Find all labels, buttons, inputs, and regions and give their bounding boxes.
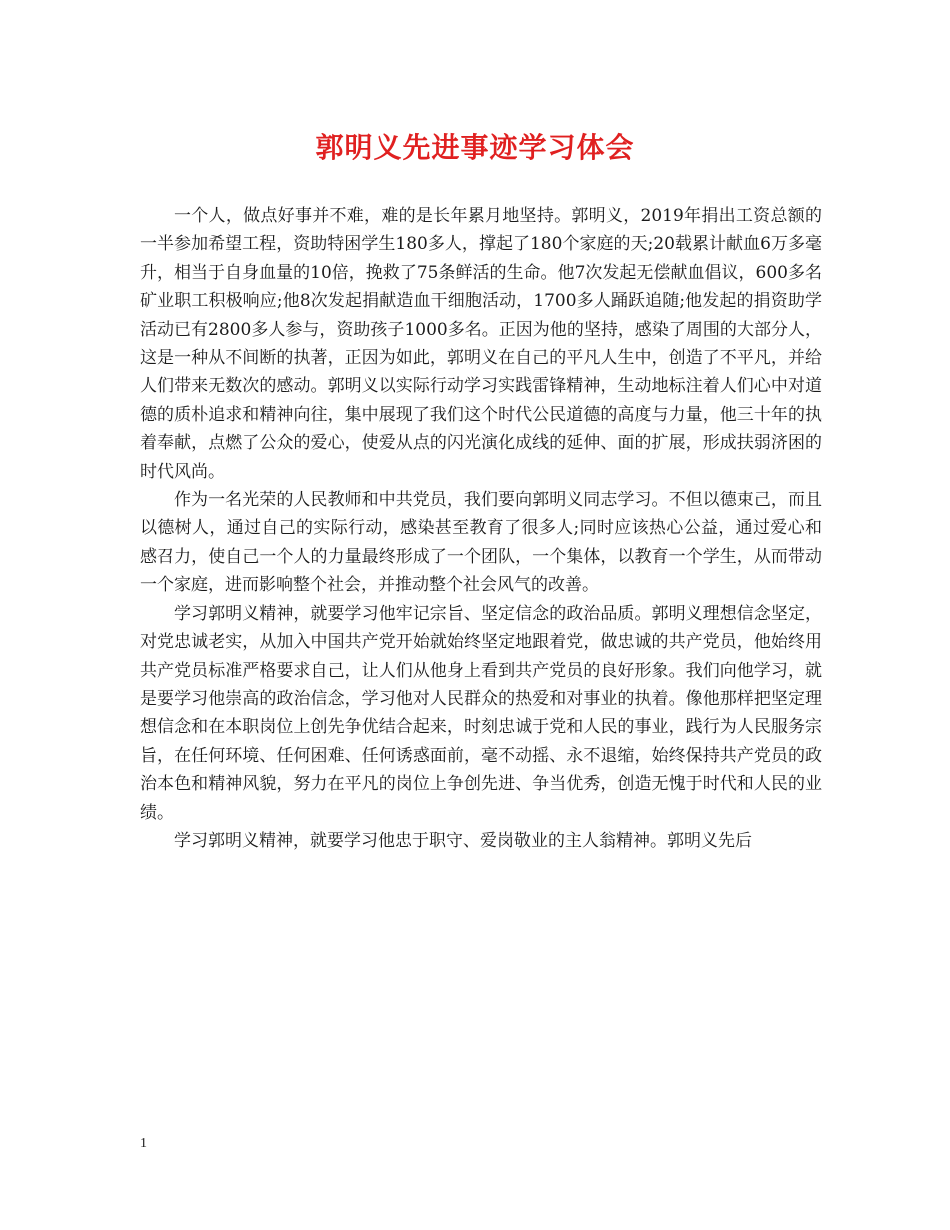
- paragraph-1: 一个人，做点好事并不难，难的是长年累月地坚持。郭明义，2019年捐出工资总额的一半参加希望工程，资助特困学生180多人，撑起了180个家庭的天;20载累计献血6万多毫升，相当于自身血量的10倍，挽救了75条鲜活的生命。他7次发起无偿献血倡议，600多名矿业职工积极响应;他8次发起捐献造血干细胞活动，1700多人踊跃追随;他发起的捐资助学活动已有2800多人参与，资助孩子1000多名。正因为他的坚持，感染了周围的大部分人，这是一种从不间断的执著，正因为如此，郭明义在自己的平凡人生中，创造了不平凡，并给人们带来无数次的感动。郭明义以实际行动学习实践雷锋精神，生动地标注着人们心中对道德的质朴追求和精神向往，集中展现了我们这个时代公民道德的高度与力量，他三十年的执着奉献，点燃了公众的爱心，使爱从点的闪光演化成线的延伸、面的扩展，形成扶弱济困的时代风尚。: [140, 206, 822, 482]
- page-number: 1: [140, 1136, 147, 1151]
- paragraph-2: 作为一名光荣的人民教师和中共党员，我们要向郭明义同志学习。不但以德束己，而且以德树人，通过自己的实际行动，感染甚至教育了很多人;同时应该热心公益，通过爱心和感召力，使自己一个人的力量最终形成了一个团队，一个集体，以教育一个学生，从而带动一个家庭，进而影响整个社会，并推动整个社会风气的改善。: [140, 490, 822, 596]
- document-body: [140, 202, 822, 855]
- paragraph-4: 学习郭明义精神，就要学习他忠于职守、爱岗敬业的主人翁精神。郭明义先后: [174, 830, 752, 851]
- paragraph-3: 学习郭明义精神，就要学习他牢记宗旨、坚定信念的政治品质。郭明义理想信念坚定，对党忠诚老实，从加入中国共产党开始就始终坚定地跟着党，做忠诚的共产党员，他始终用共产党员标准严格要求自己，让人们从他身上看到共产党员的良好形象。我们向他学习，就是要学习他崇高的政治信念，学习他对人民群众的热爱和对事业的执着。像他那样把坚定理想信念和在本职岗位上创先争优结合起来，时刻忠诚于党和人民的事业，践行为人民服务宗旨，在任何环境、任何困难、任何诱惑面前，毫不动摇、永不退缩，始终保持共产党员的政治本色和精神风貌，努力在平凡的岗位上争创先进、争当优秀，创造无愧于时代和人民的业绩。: [140, 603, 822, 823]
- document-title: 郭明义先进事迹学习体会: [315, 131, 635, 164]
